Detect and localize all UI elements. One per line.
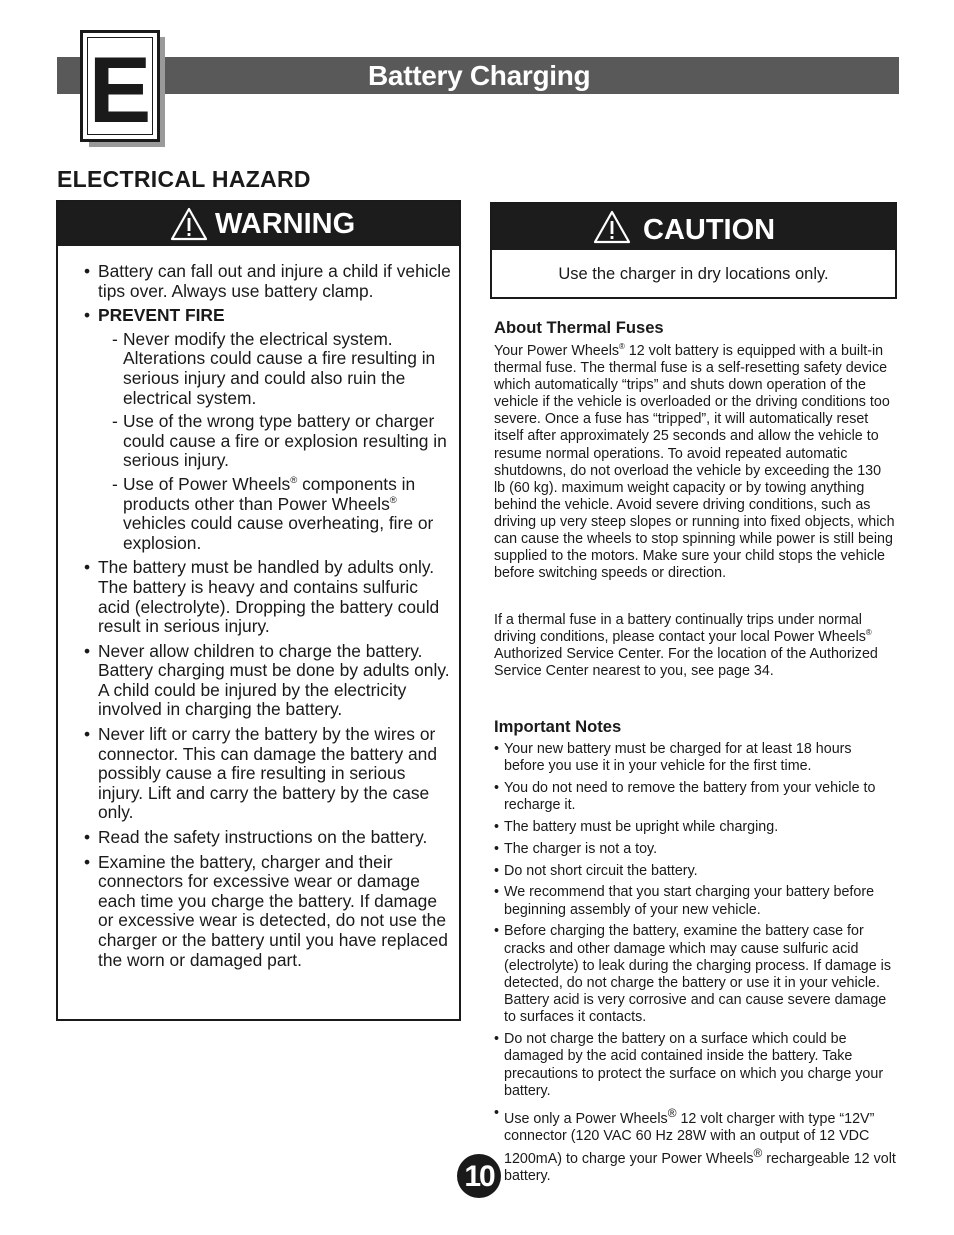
note-item: • Before charging the battery, examine the battery case for cracks and other damage which may cause sulfuric acid (electrolyte) to leak during the charging process. If damage is detected, do not charge the battery or use it in your vehicle. Battery acid is very corrosive and can cause severe damage to surfaces it contacts. [494, 923, 896, 1026]
note-item: • Use only a Power Wheels® 12 volt charger with type “12V” connector (120 VAC 60 Hz 28W with an output of 12 VDC 1200mA) to charge your Power Wheels® rechargeable 12 volt battery. [494, 1105, 896, 1185]
note-item: • We recommend that you start charging your battery before beginning assembly of your new vehicle. [494, 884, 896, 918]
section-letter-frame [87, 37, 153, 142]
caution-triangle-icon [593, 210, 631, 244]
warning-box [56, 200, 461, 1021]
note-item: • The charger is not a toy. [494, 841, 896, 858]
note-item: • Do not charge the battery on a surface which could be damaged by the acid contained inside the battery. Take precautions to protect the surface on which you charge your battery. [494, 1031, 896, 1100]
warning-item: • Never allow children to charge the battery. Battery charging must be done by adults only. A child could be injured by the electricity involved in charging the battery. [84, 642, 451, 720]
thermal-heading: About Thermal Fuses [494, 318, 664, 337]
warning-item: • Read the safety instructions on the battery. [84, 828, 451, 848]
warning-label: WARNING [215, 208, 356, 240]
section-letter-box [80, 30, 160, 142]
notes-heading: Important Notes [494, 717, 622, 736]
prevent-fire-item: - Never modify the electrical system. Alterations could cause a fire resulting in serious injury and could also ruin the electrical system. [112, 328, 436, 408]
caution-label: CAUTION [643, 214, 776, 246]
prevent-fire-item: - Use of the wrong type battery or charger could cause a fire or explosion resulting in serious injury. [112, 411, 447, 471]
warning-item: • Never lift or carry the battery by the wires or connector. This can damage the battery and possibly cause a fire resulting in serious injury. Lift and carry the battery by the case only. [84, 725, 451, 823]
warning-body [84, 262, 451, 975]
page-number: 10 [457, 1154, 501, 1198]
caution-box [490, 202, 897, 299]
warning-list [84, 262, 451, 970]
prevent-fire-list [98, 330, 451, 554]
warning-item: • The battery must be handled by adults only. The battery is heavy and contains sulfuric acid (electrolyte). Dropping the battery could result in serious injury. [84, 558, 451, 636]
warning-triangle-icon [170, 207, 208, 241]
section-title: Battery Charging [368, 60, 591, 91]
note-item: • Your new battery must be charged for at least 18 hours before you use it in your vehicle for the first time. [494, 741, 896, 775]
thermal-paragraph-1: Your Power Wheels® 12 volt battery is equipped with a built-in thermal fuse. The thermal fuse is a self-resetting safety device which automatically “trips” and shuts down operation of the vehicle if the vehicle is overloaded or the driving conditions too severe. Once a fuse has “tripped”, it will automatically reset itself after approximately 25 seconds and allow the vehicle to resume normal operations. To avoid repeated automatic shutdowns, do not overload the vehicle by exceeding the 130 lb (60 kg). maximum weight capacity or by towing anything behind the vehicle. Avoid severe driving conditions, such as driving up very steep slopes or running into fixed objects, which can cause the wheels to stop spinning while power is still being supplied to the motors. Make sure your child stops the vehicle before switching speeds or direction. [494, 342, 895, 582]
prevent-fire-item: - Use of Power Wheels® components in products other than Power Wheels® vehicles could cause overheating, fire or explosion. [112, 473, 434, 553]
warning-item: • Battery can fall out and injure a child if vehicle tips over. Always use battery clamp. [84, 262, 451, 301]
warning-item-prevent-fire [84, 306, 451, 553]
thermal-paragraph-2: If a thermal fuse in a battery continually trips under normal driving conditions, please contact your local Power Wheels® Authorized Service Center. For the location of the Authorized Service Center nearest to you, see page 34. [494, 612, 878, 680]
warning-header [58, 202, 459, 246]
note-item: • The battery must be upright while charging. [494, 819, 896, 836]
prevent-fire-heading: PREVENT FIRE [98, 305, 225, 326]
caution-header [492, 204, 895, 250]
hazard-heading: ELECTRICAL HAZARD [57, 166, 311, 192]
notes-list [494, 741, 896, 1190]
section-letter: E [88, 37, 152, 142]
warning-item: • Examine the battery, charger and their connectors for excessive wear or damage each time you charge the battery. If damage or excessive wear is detected, do not use the charger or the battery until you have replaced the worn or damaged part. [84, 853, 451, 971]
note-item: • You do not need to remove the battery from your vehicle to recharge it. [494, 780, 896, 814]
caution-text: Use the charger in dry locations only. [558, 265, 829, 283]
note-item: • Do not short circuit the battery. [494, 863, 896, 880]
